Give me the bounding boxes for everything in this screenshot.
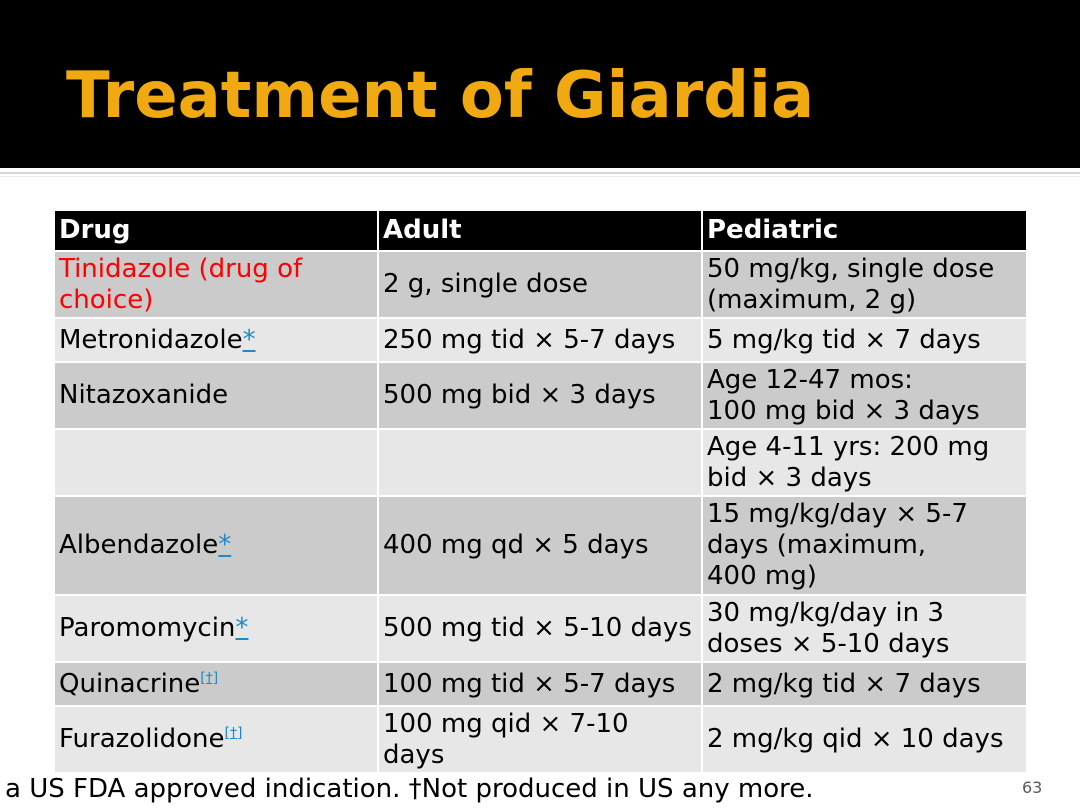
header-pediatric: Pediatric xyxy=(702,210,1027,251)
pediatric-dose-cell: 5 mg/kg tid × 7 days xyxy=(702,318,1027,362)
pediatric-dose-cell: Age 4-11 yrs: 200 mg bid × 3 days xyxy=(702,429,1027,496)
pediatric-dose-cell: 2 mg/kg tid × 7 days xyxy=(702,662,1027,706)
drug-name: Paromomycin xyxy=(59,613,236,643)
adult-dose-cell: 250 mg tid × 5-7 days xyxy=(378,318,702,362)
title-bar xyxy=(0,0,1080,168)
table-row xyxy=(54,496,1027,595)
header-drug: Drug xyxy=(54,210,378,251)
drug-cell xyxy=(54,662,378,706)
table-row xyxy=(54,662,1027,706)
fda-note-link[interactable]: * xyxy=(218,530,232,560)
table-header-row xyxy=(54,210,1027,251)
slide-title: Treatment of Giardia xyxy=(66,59,815,133)
adult-dose-cell: 100 mg qid × 7-10 days xyxy=(378,706,702,773)
pediatric-dose-cell: 30 mg/kg/day in 3 doses × 5-10 days xyxy=(702,595,1027,662)
not-produced-note-link[interactable]: [†] xyxy=(200,669,219,686)
drug-cell xyxy=(54,362,378,429)
adult-dose-cell: 400 mg qd × 5 days xyxy=(378,496,702,595)
pediatric-dose-cell xyxy=(702,496,1027,595)
drug-cell xyxy=(54,595,378,662)
drug-cell xyxy=(54,496,378,595)
adult-dose-cell: 2 g, single dose xyxy=(378,251,702,318)
pediatric-dose-text: Age 12-47 mos: 100 mg bid × 3 days xyxy=(707,364,980,426)
pediatric-dose-cell: 2 mg/kg qid × 10 days xyxy=(702,706,1027,773)
table-row xyxy=(54,362,1027,429)
adult-dose-cell xyxy=(378,429,702,496)
drug-cell xyxy=(54,251,378,318)
drug-cell xyxy=(54,318,378,362)
adult-dose-cell: 500 mg bid × 3 days xyxy=(378,362,702,429)
drug-name: Furazolidone xyxy=(59,724,225,754)
table-row xyxy=(54,706,1027,773)
adult-dose-cell: 500 mg tid × 5-10 days xyxy=(378,595,702,662)
fda-note-link[interactable]: * xyxy=(235,613,249,643)
drug-name: Quinacrine xyxy=(59,668,201,699)
footnote: a US FDA approved indication. †Not produced in US any more. xyxy=(5,774,814,804)
adult-dose-cell: 100 mg tid × 5-7 days xyxy=(378,662,702,706)
drug-cell xyxy=(54,429,378,496)
fda-note-link[interactable]: * xyxy=(242,324,256,355)
drug-name: Nitazoxanide xyxy=(59,380,229,410)
title-divider-thin xyxy=(0,176,1080,177)
pediatric-dose-cell: 50 mg/kg, single dose (maximum, 2 g) xyxy=(702,251,1027,318)
table-row xyxy=(54,251,1027,318)
header-adult: Adult xyxy=(378,210,702,251)
drug-name: Tinidazole (drug of choice) xyxy=(59,253,303,315)
table-row xyxy=(54,318,1027,362)
not-produced-note-link[interactable]: [†] xyxy=(224,725,243,742)
drug-name: Metronidazole xyxy=(59,324,243,355)
pediatric-dose-cell xyxy=(702,362,1027,429)
title-divider xyxy=(0,172,1080,174)
pediatric-dose-text: 15 mg/kg/day × 5-7 days (maximum, 400 mg) xyxy=(707,499,968,591)
drug-cell xyxy=(54,706,378,773)
slide-number: 63 xyxy=(1022,778,1043,797)
table-row xyxy=(54,429,1027,496)
drug-name: Albendazole xyxy=(59,530,219,560)
table-row xyxy=(54,595,1027,662)
treatment-table xyxy=(53,209,1028,774)
